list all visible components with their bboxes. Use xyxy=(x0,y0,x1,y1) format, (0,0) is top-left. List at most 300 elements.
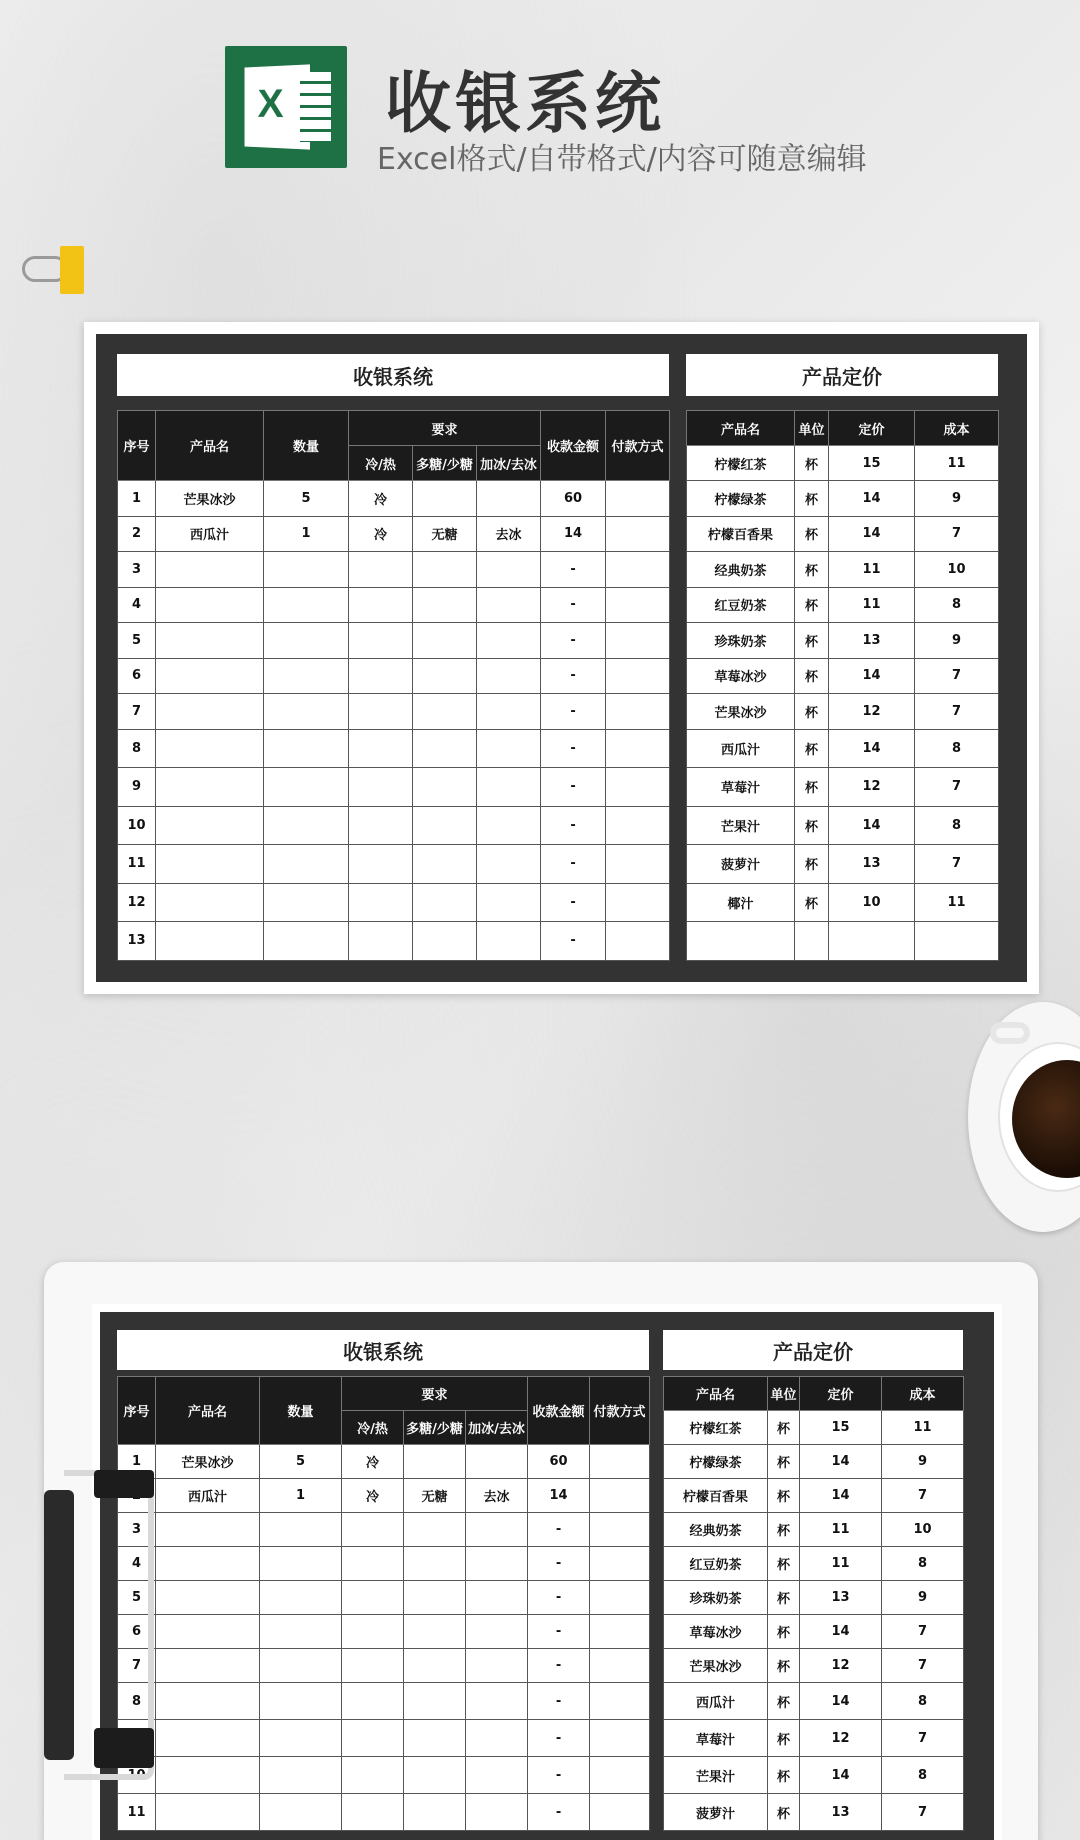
register-cell-amount[interactable]: 14 xyxy=(528,1479,590,1513)
pricing-cell-price[interactable]: 13 xyxy=(800,1581,882,1615)
pricing-cell-cost[interactable]: 8 xyxy=(915,806,999,845)
pricing-cell-product[interactable]: 芒果冰沙 xyxy=(687,694,795,730)
pricing-cell-price[interactable]: 14 xyxy=(829,481,915,517)
register-cell-seq[interactable]: 6 xyxy=(118,658,156,694)
pricing-cell-price[interactable]: 10 xyxy=(829,883,915,922)
pricing-cell-product[interactable] xyxy=(687,922,795,961)
register-cell-temp[interactable] xyxy=(349,694,413,730)
pricing-cell-cost[interactable]: 7 xyxy=(882,1720,964,1757)
register-cell-qty[interactable] xyxy=(264,922,349,961)
pricing-cell-unit[interactable]: 杯 xyxy=(768,1794,800,1831)
register-cell-payment[interactable] xyxy=(606,516,670,552)
register-cell-payment[interactable] xyxy=(590,1547,650,1581)
pricing-cell-product[interactable]: 草莓汁 xyxy=(664,1720,768,1757)
register-cell-payment[interactable] xyxy=(606,845,670,884)
pricing-cell-price[interactable]: 14 xyxy=(800,1683,882,1720)
register-cell-product[interactable] xyxy=(156,806,264,845)
pricing-cell-product[interactable]: 西瓜汁 xyxy=(664,1683,768,1720)
pricing-cell-cost[interactable]: 8 xyxy=(915,587,999,623)
register-cell-qty[interactable] xyxy=(260,1757,342,1794)
pricing-cell-unit[interactable]: 杯 xyxy=(795,694,829,730)
register-cell-payment[interactable] xyxy=(606,922,670,961)
register-cell-sugar[interactable] xyxy=(413,883,477,922)
pricing-cell-price[interactable]: 14 xyxy=(800,1479,882,1513)
pricing-cell-product[interactable]: 芒果汁 xyxy=(664,1757,768,1794)
register-cell-qty[interactable] xyxy=(264,623,349,659)
register-cell-seq[interactable]: 5 xyxy=(118,623,156,659)
pricing-cell-unit[interactable]: 杯 xyxy=(795,446,829,481)
register-cell-payment[interactable] xyxy=(590,1445,650,1479)
pricing-cell-cost[interactable]: 7 xyxy=(915,845,999,884)
register-cell-ice[interactable] xyxy=(477,694,541,730)
pricing-cell-cost[interactable]: 7 xyxy=(882,1794,964,1831)
register-cell-qty[interactable]: 1 xyxy=(260,1479,342,1513)
register-cell-sugar[interactable] xyxy=(404,1445,466,1479)
page-header xyxy=(225,46,925,176)
pricing-cell-price[interactable]: 14 xyxy=(800,1757,882,1794)
register-cell-qty[interactable] xyxy=(260,1683,342,1720)
register-cell-temp[interactable] xyxy=(349,658,413,694)
register-cell-product[interactable] xyxy=(156,694,264,730)
pricing-cell-unit[interactable] xyxy=(795,922,829,961)
register-cell-payment[interactable] xyxy=(606,658,670,694)
register-cell-product[interactable] xyxy=(156,1649,260,1683)
register-cell-ice[interactable] xyxy=(477,768,541,807)
register-cell-sugar[interactable] xyxy=(413,768,477,807)
pricing-cell-product[interactable]: 椰汁 xyxy=(687,883,795,922)
register-cell-amount[interactable]: 60 xyxy=(541,481,606,517)
register-cell-product[interactable]: 芒果冰沙 xyxy=(156,1445,260,1479)
pricing-cell-product[interactable]: 草莓冰沙 xyxy=(664,1615,768,1649)
pricing-cell-cost[interactable] xyxy=(915,922,999,961)
register-cell-product[interactable] xyxy=(156,552,264,588)
register-cell-qty[interactable]: 5 xyxy=(260,1445,342,1479)
register-cell-sugar[interactable] xyxy=(413,587,477,623)
register-cell-ice[interactable] xyxy=(466,1581,528,1615)
register-cell-payment[interactable] xyxy=(590,1581,650,1615)
pricing-cell-cost[interactable]: 7 xyxy=(915,694,999,730)
pricing-cell-price[interactable]: 15 xyxy=(829,446,915,481)
register-cell-temp[interactable] xyxy=(349,883,413,922)
register-cell-payment[interactable] xyxy=(606,806,670,845)
pricing-cell-price[interactable]: 14 xyxy=(800,1445,882,1479)
pricing-cell-unit[interactable]: 杯 xyxy=(768,1581,800,1615)
register-cell-sugar[interactable] xyxy=(413,481,477,517)
register-cell-seq[interactable]: 1 xyxy=(118,481,156,517)
register-cell-amount[interactable]: - xyxy=(528,1649,590,1683)
pricing-cell-unit[interactable]: 杯 xyxy=(768,1445,800,1479)
register-cell-qty[interactable] xyxy=(264,552,349,588)
pricing-cell-price[interactable]: 13 xyxy=(800,1794,882,1831)
pricing-cell-product[interactable]: 红豆奶茶 xyxy=(664,1547,768,1581)
register-cell-amount[interactable]: - xyxy=(541,845,606,884)
pricing-cell-unit[interactable]: 杯 xyxy=(768,1720,800,1757)
register-cell-seq[interactable]: 12 xyxy=(118,883,156,922)
register-cell-temp[interactable] xyxy=(342,1615,404,1649)
register-cell-seq[interactable]: 13 xyxy=(118,922,156,961)
register-cell-payment[interactable] xyxy=(606,729,670,768)
pricing-cell-cost[interactable]: 10 xyxy=(915,552,999,588)
register-cell-payment[interactable] xyxy=(606,552,670,588)
register-cell-product[interactable] xyxy=(156,768,264,807)
register-cell-temp[interactable] xyxy=(349,552,413,588)
register-cell-payment[interactable] xyxy=(606,694,670,730)
pricing-cell-cost[interactable]: 8 xyxy=(882,1547,964,1581)
pricing-cell-cost[interactable]: 9 xyxy=(882,1581,964,1615)
pricing-cell-unit[interactable]: 杯 xyxy=(795,658,829,694)
pricing-cell-product[interactable]: 珍珠奶茶 xyxy=(687,623,795,659)
register-cell-temp[interactable]: 冷 xyxy=(349,481,413,517)
register-cell-seq[interactable]: 1 xyxy=(118,1445,156,1479)
pricing-cell-unit[interactable]: 杯 xyxy=(768,1615,800,1649)
register-cell-product[interactable] xyxy=(156,1547,260,1581)
pricing-cell-cost[interactable]: 8 xyxy=(882,1683,964,1720)
register-cell-sugar[interactable] xyxy=(413,806,477,845)
pricing-cell-cost[interactable]: 7 xyxy=(882,1649,964,1683)
pricing-cell-cost[interactable]: 9 xyxy=(915,481,999,517)
register-cell-amount[interactable]: - xyxy=(528,1720,590,1757)
register-cell-temp[interactable] xyxy=(349,845,413,884)
pricing-cell-product[interactable]: 柠檬红茶 xyxy=(687,446,795,481)
register-cell-temp[interactable] xyxy=(349,922,413,961)
pricing-cell-cost[interactable]: 7 xyxy=(882,1615,964,1649)
pricing-cell-price[interactable]: 14 xyxy=(800,1615,882,1649)
pricing-cell-unit[interactable]: 杯 xyxy=(795,806,829,845)
pricing-cell-product[interactable]: 菠萝汁 xyxy=(664,1794,768,1831)
pricing-cell-price[interactable]: 11 xyxy=(800,1547,882,1581)
register-cell-temp[interactable] xyxy=(342,1720,404,1757)
register-cell-sugar[interactable] xyxy=(404,1615,466,1649)
register-cell-payment[interactable] xyxy=(606,768,670,807)
pricing-cell-price[interactable]: 11 xyxy=(829,587,915,623)
register-cell-amount[interactable]: - xyxy=(528,1547,590,1581)
register-cell-amount[interactable]: - xyxy=(541,587,606,623)
register-cell-sugar[interactable] xyxy=(404,1720,466,1757)
register-cell-temp[interactable] xyxy=(349,587,413,623)
pricing-cell-product[interactable]: 经典奶茶 xyxy=(687,552,795,588)
register-cell-payment[interactable] xyxy=(590,1794,650,1831)
register-cell-product[interactable] xyxy=(156,1513,260,1547)
register-cell-seq[interactable]: 3 xyxy=(118,552,156,588)
pricing-cell-unit[interactable]: 杯 xyxy=(795,552,829,588)
register-cell-temp[interactable]: 冷 xyxy=(342,1479,404,1513)
register-cell-temp[interactable] xyxy=(342,1581,404,1615)
pricing-cell-product[interactable]: 西瓜汁 xyxy=(687,729,795,768)
register-cell-temp[interactable] xyxy=(342,1683,404,1720)
register-cell-seq[interactable]: 9 xyxy=(118,768,156,807)
register-cell-ice[interactable] xyxy=(466,1649,528,1683)
register-cell-ice[interactable] xyxy=(477,883,541,922)
pricing-cell-price[interactable]: 13 xyxy=(829,623,915,659)
register-cell-ice[interactable] xyxy=(466,1445,528,1479)
register-cell-temp[interactable] xyxy=(342,1649,404,1683)
register-cell-ice[interactable] xyxy=(466,1794,528,1831)
register-cell-amount[interactable]: 60 xyxy=(528,1445,590,1479)
register-cell-amount[interactable]: - xyxy=(541,658,606,694)
register-cell-product[interactable] xyxy=(156,922,264,961)
register-cell-seq[interactable]: 2 xyxy=(118,516,156,552)
pricing-cell-product[interactable]: 珍珠奶茶 xyxy=(664,1581,768,1615)
register-cell-temp[interactable]: 冷 xyxy=(342,1445,404,1479)
pricing-cell-unit[interactable]: 杯 xyxy=(795,516,829,552)
register-cell-payment[interactable] xyxy=(606,481,670,517)
register-cell-sugar[interactable] xyxy=(404,1794,466,1831)
register-cell-qty[interactable] xyxy=(264,845,349,884)
pricing-cell-cost[interactable]: 11 xyxy=(882,1411,964,1445)
pricing-cell-cost[interactable]: 10 xyxy=(882,1513,964,1547)
register-cell-amount[interactable]: - xyxy=(541,922,606,961)
register-cell-amount[interactable]: - xyxy=(541,694,606,730)
register-cell-temp[interactable] xyxy=(349,729,413,768)
register-cell-ice[interactable]: 去冰 xyxy=(466,1479,528,1513)
register-cell-ice[interactable] xyxy=(477,587,541,623)
register-cell-sugar[interactable] xyxy=(404,1547,466,1581)
register-cell-product[interactable] xyxy=(156,1683,260,1720)
register-cell-ice[interactable] xyxy=(466,1547,528,1581)
register-cell-product[interactable] xyxy=(156,658,264,694)
pricing-cell-cost[interactable]: 11 xyxy=(915,883,999,922)
register-cell-product[interactable] xyxy=(156,845,264,884)
register-cell-payment[interactable] xyxy=(590,1615,650,1649)
register-cell-temp[interactable] xyxy=(349,806,413,845)
pricing-cell-unit[interactable]: 杯 xyxy=(768,1683,800,1720)
pricing-cell-price[interactable]: 12 xyxy=(800,1720,882,1757)
register-cell-seq[interactable]: 7 xyxy=(118,1649,156,1683)
register-row xyxy=(118,1757,650,1794)
pricing-cell-product[interactable]: 经典奶茶 xyxy=(664,1513,768,1547)
pricing-cell-unit[interactable]: 杯 xyxy=(768,1513,800,1547)
pricing-cell-cost[interactable]: 8 xyxy=(882,1757,964,1794)
register-cell-temp[interactable]: 冷 xyxy=(349,516,413,552)
pricing-cell-unit[interactable]: 杯 xyxy=(795,845,829,884)
register-cell-payment[interactable] xyxy=(606,623,670,659)
pricing-cell-unit[interactable]: 杯 xyxy=(768,1649,800,1683)
pricing-cell-unit[interactable]: 杯 xyxy=(768,1547,800,1581)
pricing-cell-product[interactable]: 柠檬百香果 xyxy=(664,1479,768,1513)
register-cell-payment[interactable] xyxy=(590,1479,650,1513)
register-cell-sugar[interactable] xyxy=(404,1649,466,1683)
pricing-cell-unit[interactable]: 杯 xyxy=(768,1479,800,1513)
register-cell-sugar[interactable] xyxy=(413,922,477,961)
register-cell-sugar[interactable]: 无糖 xyxy=(404,1479,466,1513)
register-cell-qty[interactable] xyxy=(264,694,349,730)
register-cell-sugar[interactable] xyxy=(404,1683,466,1720)
register-cell-product[interactable] xyxy=(156,883,264,922)
pricing-cell-cost[interactable]: 11 xyxy=(915,446,999,481)
register-cell-sugar[interactable] xyxy=(404,1581,466,1615)
register-cell-temp[interactable] xyxy=(342,1794,404,1831)
register-cell-sugar[interactable] xyxy=(404,1757,466,1794)
register-cell-payment[interactable] xyxy=(590,1683,650,1720)
register-cell-seq[interactable]: 11 xyxy=(118,845,156,884)
pricing-cell-price[interactable] xyxy=(829,922,915,961)
register-cell-seq[interactable]: 8 xyxy=(118,1683,156,1720)
register-cell-payment[interactable] xyxy=(606,883,670,922)
pricing-cell-price[interactable]: 12 xyxy=(829,694,915,730)
register-cell-ice[interactable] xyxy=(477,806,541,845)
pricing-cell-price[interactable]: 13 xyxy=(829,845,915,884)
register-cell-amount[interactable]: 14 xyxy=(541,516,606,552)
register-cell-sugar[interactable]: 无糖 xyxy=(413,516,477,552)
register-cell-seq[interactable]: 7 xyxy=(118,694,156,730)
register-cell-qty[interactable] xyxy=(260,1649,342,1683)
register-cell-qty[interactable] xyxy=(260,1547,342,1581)
pricing-cell-price[interactable]: 14 xyxy=(829,729,915,768)
pricing-cell-cost[interactable]: 7 xyxy=(915,768,999,807)
register-cell-sugar[interactable] xyxy=(413,658,477,694)
register-cell-qty[interactable] xyxy=(264,806,349,845)
pricing-cell-price[interactable]: 14 xyxy=(829,806,915,845)
register-cell-ice[interactable] xyxy=(466,1683,528,1720)
register-cell-ice[interactable] xyxy=(477,552,541,588)
pricing-cell-cost[interactable]: 7 xyxy=(915,658,999,694)
register-cell-sugar[interactable] xyxy=(413,694,477,730)
register-cell-amount[interactable]: - xyxy=(541,623,606,659)
register-cell-ice[interactable] xyxy=(477,845,541,884)
register-cell-ice[interactable] xyxy=(477,481,541,517)
pricing-cell-product[interactable]: 柠檬绿茶 xyxy=(664,1445,768,1479)
register-cell-amount[interactable]: - xyxy=(541,768,606,807)
register-cell-qty[interactable] xyxy=(264,587,349,623)
register-cell-qty[interactable] xyxy=(260,1581,342,1615)
register-cell-payment[interactable] xyxy=(590,1649,650,1683)
register-cell-ice[interactable] xyxy=(466,1720,528,1757)
register-cell-product[interactable] xyxy=(156,1794,260,1831)
pricing-cell-unit[interactable]: 杯 xyxy=(768,1757,800,1794)
register-cell-sugar[interactable] xyxy=(413,845,477,884)
register-cell-qty[interactable] xyxy=(264,768,349,807)
pricing-cell-product[interactable]: 芒果汁 xyxy=(687,806,795,845)
register-cell-sugar[interactable] xyxy=(404,1513,466,1547)
register-cell-seq[interactable]: 5 xyxy=(118,1581,156,1615)
register-cell-temp[interactable] xyxy=(342,1547,404,1581)
register-cell-sugar[interactable] xyxy=(413,552,477,588)
register-cell-ice[interactable] xyxy=(477,658,541,694)
register-cell-ice[interactable] xyxy=(466,1757,528,1794)
register-cell-seq[interactable]: 10 xyxy=(118,806,156,845)
register-cell-qty[interactable] xyxy=(264,658,349,694)
register-cell-qty[interactable]: 5 xyxy=(264,481,349,517)
register-cell-qty[interactable] xyxy=(260,1615,342,1649)
pricing-cell-unit[interactable]: 杯 xyxy=(795,729,829,768)
pricing-row xyxy=(687,883,999,922)
register-cell-seq[interactable]: 8 xyxy=(118,729,156,768)
pricing-cell-product[interactable]: 红豆奶茶 xyxy=(687,587,795,623)
pricing-cell-product[interactable]: 柠檬绿茶 xyxy=(687,481,795,517)
register-cell-product[interactable] xyxy=(156,587,264,623)
register-cell-product[interactable] xyxy=(156,623,264,659)
pricing-cell-price[interactable]: 12 xyxy=(800,1649,882,1683)
register-cell-amount[interactable]: - xyxy=(541,806,606,845)
pricing-cell-price[interactable]: 14 xyxy=(829,658,915,694)
register-cell-amount[interactable]: - xyxy=(541,729,606,768)
register-cell-ice[interactable]: 去冰 xyxy=(477,516,541,552)
pricing-cell-product[interactable]: 柠檬百香果 xyxy=(687,516,795,552)
register-cell-payment[interactable] xyxy=(606,587,670,623)
pricing-header-product: 产品名 xyxy=(687,411,795,446)
register-cell-temp[interactable] xyxy=(342,1513,404,1547)
register-cell-ice[interactable] xyxy=(477,623,541,659)
pricing-cell-cost[interactable]: 9 xyxy=(882,1445,964,1479)
register-cell-ice[interactable] xyxy=(466,1513,528,1547)
pricing-cell-product[interactable]: 草莓冰沙 xyxy=(687,658,795,694)
register-cell-product[interactable]: 西瓜汁 xyxy=(156,516,264,552)
register-cell-product[interactable] xyxy=(156,1581,260,1615)
register-cell-product[interactable] xyxy=(156,1720,260,1757)
register-cell-seq[interactable]: 10 xyxy=(118,1757,156,1794)
register-cell-product[interactable] xyxy=(156,1615,260,1649)
register-cell-amount[interactable]: - xyxy=(541,883,606,922)
pricing-cell-price[interactable]: 15 xyxy=(800,1411,882,1445)
pricing-cell-cost[interactable]: 8 xyxy=(915,729,999,768)
register-cell-qty[interactable]: 1 xyxy=(264,516,349,552)
register-cell-amount[interactable]: - xyxy=(528,1513,590,1547)
register-cell-qty[interactable] xyxy=(264,883,349,922)
pricing-cell-price[interactable]: 12 xyxy=(829,768,915,807)
register-cell-temp[interactable] xyxy=(349,623,413,659)
register-cell-payment[interactable] xyxy=(590,1720,650,1757)
pricing-row xyxy=(664,1411,964,1445)
pricing-cell-unit[interactable]: 杯 xyxy=(795,883,829,922)
register-cell-temp[interactable] xyxy=(342,1757,404,1794)
pricing-cell-price[interactable]: 11 xyxy=(800,1513,882,1547)
register-cell-ice[interactable] xyxy=(477,729,541,768)
register-cell-seq[interactable]: 4 xyxy=(118,1547,156,1581)
pricing-cell-cost[interactable]: 9 xyxy=(915,623,999,659)
register-cell-seq[interactable]: 6 xyxy=(118,1615,156,1649)
pricing-cell-unit[interactable]: 杯 xyxy=(768,1411,800,1445)
register-cell-amount[interactable]: - xyxy=(541,552,606,588)
pricing-cell-cost[interactable]: 7 xyxy=(915,516,999,552)
register-cell-seq[interactable]: 11 xyxy=(118,1794,156,1831)
register-cell-sugar[interactable] xyxy=(413,623,477,659)
register-cell-payment[interactable] xyxy=(590,1757,650,1794)
pricing-cell-price[interactable]: 11 xyxy=(829,552,915,588)
register-cell-product[interactable]: 西瓜汁 xyxy=(156,1479,260,1513)
register-cell-qty[interactable] xyxy=(260,1720,342,1757)
pricing-cell-unit[interactable]: 杯 xyxy=(795,481,829,517)
register-cell-seq[interactable]: 3 xyxy=(118,1513,156,1547)
pricing-cell-unit[interactable]: 杯 xyxy=(795,623,829,659)
register-cell-amount[interactable]: - xyxy=(528,1581,590,1615)
register-cell-ice[interactable] xyxy=(477,922,541,961)
pricing-cell-product[interactable]: 芒果冰沙 xyxy=(664,1649,768,1683)
pricing-cell-product[interactable]: 草莓汁 xyxy=(687,768,795,807)
pricing-cell-price[interactable]: 14 xyxy=(829,516,915,552)
pricing-cell-cost[interactable]: 7 xyxy=(882,1479,964,1513)
register-cell-amount[interactable]: - xyxy=(528,1683,590,1720)
pricing-cell-product[interactable]: 柠檬红茶 xyxy=(664,1411,768,1445)
pricing-cell-unit[interactable]: 杯 xyxy=(795,768,829,807)
register-cell-sugar[interactable] xyxy=(413,729,477,768)
register-cell-qty[interactable] xyxy=(264,729,349,768)
register-cell-temp[interactable] xyxy=(349,768,413,807)
register-cell-qty[interactable] xyxy=(260,1513,342,1547)
register-cell-payment[interactable] xyxy=(590,1513,650,1547)
register-cell-amount[interactable]: - xyxy=(528,1794,590,1831)
register-cell-qty[interactable] xyxy=(260,1794,342,1831)
register-cell-ice[interactable] xyxy=(466,1615,528,1649)
register-cell-amount[interactable]: - xyxy=(528,1615,590,1649)
register-cell-product[interactable] xyxy=(156,1757,260,1794)
register-cell-amount[interactable]: - xyxy=(528,1757,590,1794)
register-cell-product[interactable]: 芒果冰沙 xyxy=(156,481,264,517)
pricing-cell-unit[interactable]: 杯 xyxy=(795,587,829,623)
register-cell-product[interactable] xyxy=(156,729,264,768)
register-row xyxy=(118,845,670,884)
register-cell-seq[interactable]: 4 xyxy=(118,587,156,623)
pricing-cell-product[interactable]: 菠萝汁 xyxy=(687,845,795,884)
